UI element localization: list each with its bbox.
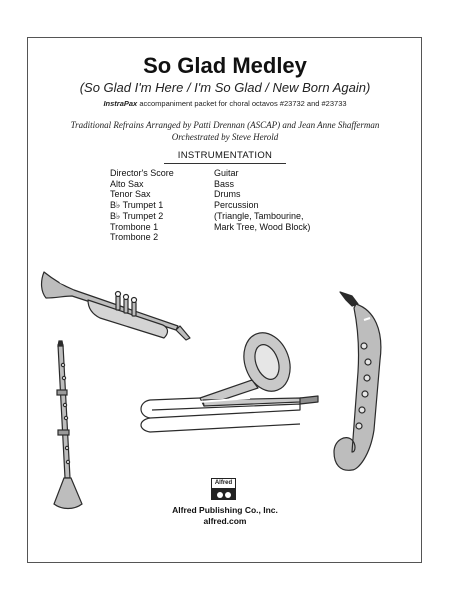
list-item: Alto Sax bbox=[110, 178, 144, 189]
publisher-logo bbox=[211, 478, 236, 500]
list-item: Trombone 1 bbox=[110, 221, 159, 232]
logo-wordmark: Alfred bbox=[212, 479, 235, 489]
list-item: (Triangle, Tambourine, bbox=[214, 210, 304, 221]
orchestrator-credit: Orchestrated by Steve Herold bbox=[171, 132, 279, 142]
clarinet-icon bbox=[54, 341, 82, 509]
trombone-icon bbox=[141, 326, 318, 432]
list-item: Drums bbox=[214, 189, 241, 200]
packet-brand: InstraPax bbox=[103, 99, 138, 108]
subtitle: (So Glad I'm Here / I'm So Glad / New Born Again) bbox=[79, 80, 371, 95]
instrumentation-heading-text: INSTRUMENTATION bbox=[164, 150, 286, 164]
page-title: So Glad Medley bbox=[143, 53, 307, 78]
list-item: Bass bbox=[214, 178, 235, 189]
trumpet-icon bbox=[42, 272, 190, 340]
list-item: Mark Tree, Wood Block) bbox=[214, 221, 311, 232]
saxophone-icon bbox=[334, 292, 381, 470]
logo-emblem bbox=[212, 489, 235, 500]
list-item: B♭ Trumpet 1 bbox=[110, 200, 164, 211]
publisher-website: alfred.com bbox=[203, 516, 247, 526]
list-item: Trombone 2 bbox=[110, 232, 159, 243]
list-item: Percussion bbox=[214, 200, 259, 211]
arranger-credit: Traditional Refrains Arranged by Patti Drennan (ASCAP) and Jean Anne Shafferman bbox=[70, 120, 380, 130]
list-item: B♭ Trumpet 2 bbox=[110, 210, 164, 221]
packet-note-text: accompaniment packet for choral octavos #23732 and #23733 bbox=[137, 99, 347, 108]
list-item: Guitar bbox=[214, 168, 239, 178]
publisher-name: Alfred Publishing Co., Inc. bbox=[172, 505, 278, 515]
list-item: Tenor Sax bbox=[110, 189, 151, 200]
list-item: Director's Score bbox=[110, 168, 174, 178]
